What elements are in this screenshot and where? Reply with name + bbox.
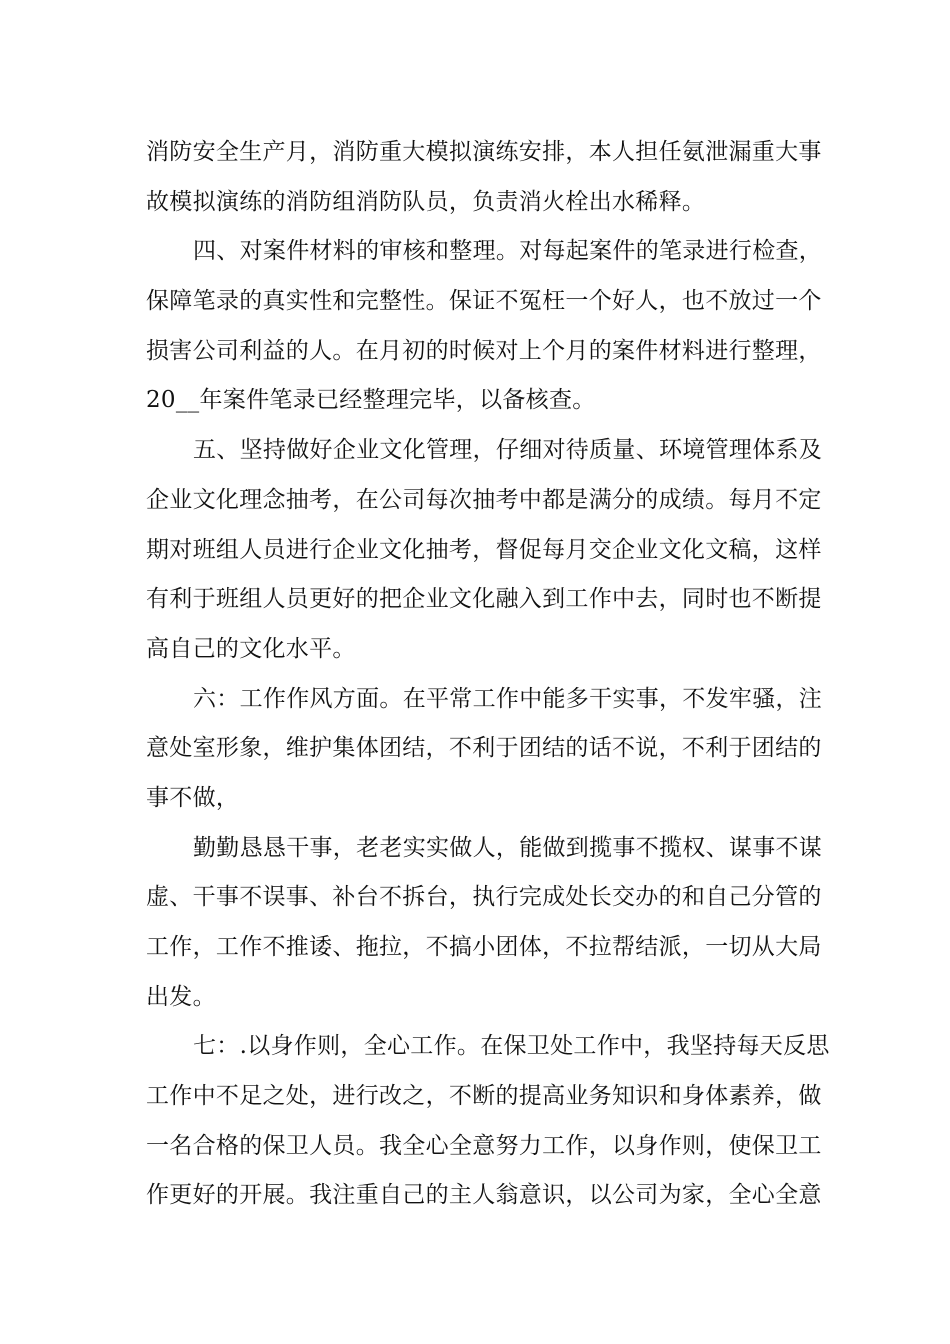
paragraph-start-line: 七：.以身作则，全心工作。在保卫处工作中，我坚持每天反思 <box>193 1033 830 1060</box>
paragraph-start-line: 四、对案件材料的审核和整理。对每起案件的笔录进行检查， <box>193 238 823 265</box>
paragraph-start-line: 勤勤恳恳干事，老老实实做人，能做到揽事不揽权、谋事不谋 <box>193 834 823 861</box>
text-line: 工作，工作不推诿、拖拉，不搞小团体，不拉帮结派，一切从大局 <box>146 934 822 960</box>
text-line: 20__年案件笔录已经整理完毕，以备核查。 <box>146 387 596 414</box>
text-line: 虚、干事不误事、补台不拆台，执行完成处长交办的和自己分管的 <box>146 884 822 911</box>
text-line: 损害公司利益的人。在月初的时候对上个月的案件材料进行整理， <box>146 337 822 364</box>
text-line: 期对班组人员进行企业文化抽考，督促每月交企业文化文稿，这样 <box>146 536 822 563</box>
text-line: 作更好的开展。我注重自己的主人翁意识，以公司为家，全心全意 <box>146 1182 822 1209</box>
text-line: 高自己的文化水平。 <box>146 635 356 662</box>
paragraph-start-line: 五、坚持做好企业文化管理，仔细对待质量、环境管理体系及 <box>193 437 823 464</box>
text-line: 一名合格的保卫人员。我全心全意努力工作，以身作则，使保卫工 <box>146 1132 822 1159</box>
text-line: 有利于班组人员更好的把企业文化融入到工作中去，同时也不断提 <box>146 586 822 613</box>
paragraph-start-line: 六：工作作风方面。在平常工作中能多干实事，不发牢骚，注 <box>193 685 823 712</box>
text-line: 出发。 <box>146 983 216 1010</box>
text-line: 消防安全生产月，消防重大模拟演练安排，本人担任氨泄漏重大事 <box>146 139 822 165</box>
text-line: 工作中不足之处，进行改之，不断的提高业务知识和身体素养，做 <box>146 1083 822 1110</box>
text-line: 意处室形象，维护集体团结，不利于团结的话不说，不利于团结的 <box>146 735 822 762</box>
text-line: 事不做， <box>146 784 240 811</box>
text-line: 保障笔录的真实性和完整性。保证不冤枉一个好人，也不放过一个 <box>146 288 822 315</box>
text-line: 企业文化理念抽考，在公司每次抽考中都是满分的成绩。每月不定 <box>146 486 822 513</box>
body-text <box>146 128 830 1221</box>
text-line: 故模拟演练的消防组消防队员，负责消火栓出水稀释。 <box>146 188 706 215</box>
